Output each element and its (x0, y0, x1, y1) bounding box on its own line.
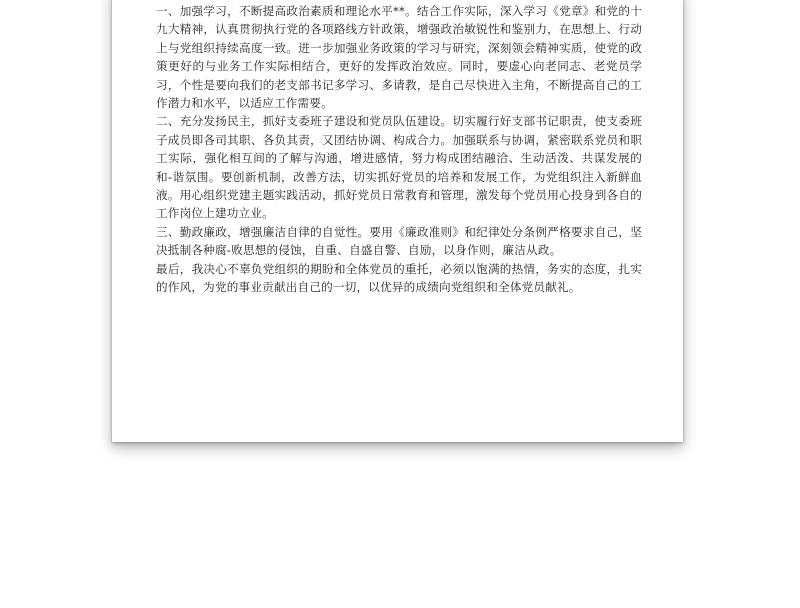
paragraph-study: 一、加强学习，不断提高政治素质和理论水平**。结合工作实际，深入学习《党章》和党的十九大精神，认真贯彻执行党的各项路线方针政策，增强政治敏锐性和鉴别力，在思想上、行动上与党组织持续高度一致。进一步加强业务政策的学习与研究，深刻领会精神实质，使党的政策更好的与业务工作实际相结合，更好的发挥政治效应。同时，要虚心向老同志、老党员学习，个性是要向我们的老支部书记多学习、多请教，是自己尽快进入主角，不断提高自己的工作潜力和水平，以适应工作需要。 (156, 4, 642, 111)
document-page (112, 0, 683, 442)
document-body (156, 2, 642, 297)
paragraph-democracy: 二、充分发扬民主，抓好支委班子建设和党员队伍建设。切实履行好支部书记职责，使支委班子成员即各司其职、各负其责，又团结协调、构成合力。加强联系与协调，紧密联系党员和职工实际，强化相互间的了解与沟通，增进感情，努力构成团结融洽、生动活泼、共谋发展的和-谐氛围。要创新机制，改善方法，切实抓好党员的培养和发展工作，为党组织注入新鲜血液。用心组织党建主题实践活动，抓好党员日常教育和管理，激发每个党员用心投身到各自的工作岗位上建功立业。 (156, 114, 642, 221)
paragraph-conclusion: 最后，我决心不辜负党组织的期盼和全体党员的重托，必须以饱满的热情，务实的态度，扎实的作风，为党的事业贡献出自己的一切，以优异的成绩向党组织和全体党员献礼。 (156, 261, 642, 295)
paragraph-integrity: 三、勤政廉政，增强廉洁自律的自觉性。要用《廉政准则》和纪律处分条例严格要求自己，坚决抵制各种腐-败思想的侵蚀，自重、自盛自警、自励，以身作则，廉洁从政。 (156, 224, 642, 258)
